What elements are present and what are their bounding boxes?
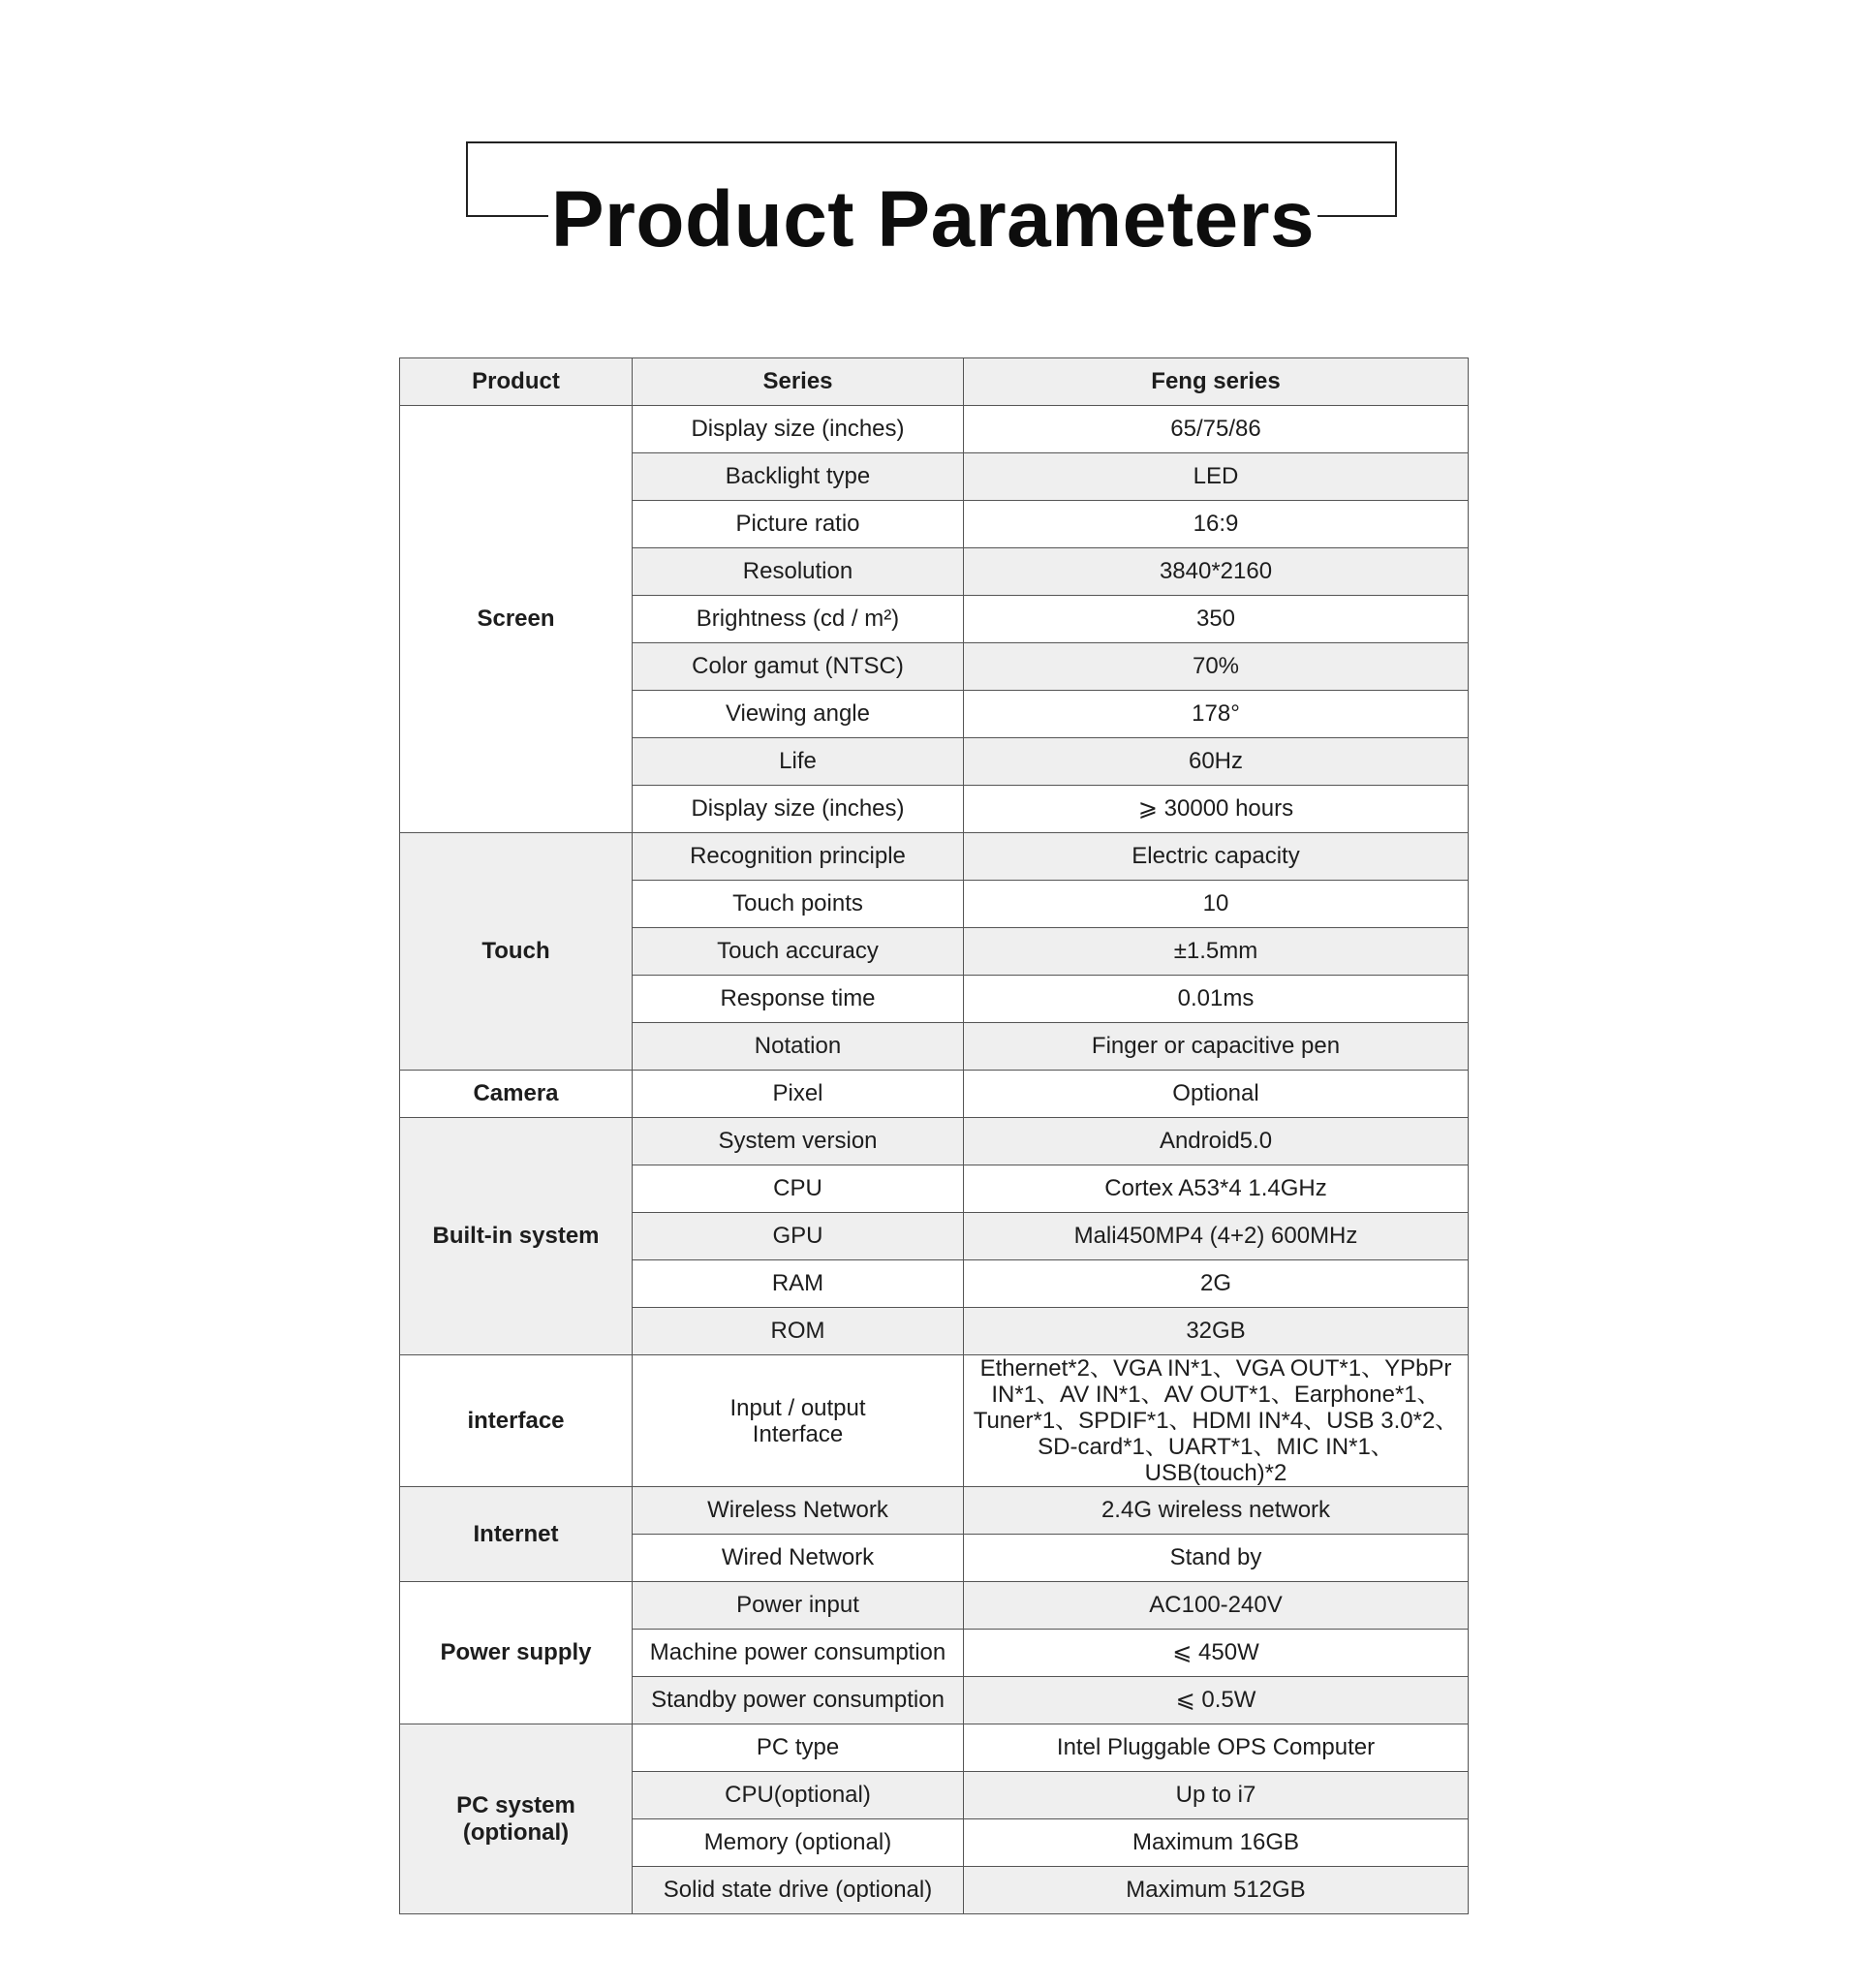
group-label: Screen — [400, 406, 633, 833]
group-label: Touch — [400, 833, 633, 1071]
param-value: 16:9 — [964, 501, 1469, 548]
param-name: GPU — [633, 1213, 964, 1260]
table-row — [400, 833, 1469, 881]
param-value: ⩽ 0.5W — [964, 1677, 1469, 1724]
title-frame-right-line — [1318, 215, 1397, 217]
group-label: Power supply — [400, 1582, 633, 1724]
param-value: 70% — [964, 643, 1469, 691]
group-label: Internet — [400, 1487, 633, 1582]
param-name: RAM — [633, 1260, 964, 1308]
param-value: Intel Pluggable OPS Computer — [964, 1724, 1469, 1772]
table-row — [400, 1071, 1469, 1118]
param-name: Brightness (cd / m²) — [633, 596, 964, 643]
param-value: ⩾ 30000 hours — [964, 786, 1469, 833]
param-value: ±1.5mm — [964, 928, 1469, 976]
param-name: Viewing angle — [633, 691, 964, 738]
param-name: Recognition principle — [633, 833, 964, 881]
table-row — [400, 1487, 1469, 1535]
param-value: Cortex A53*4 1.4GHz — [964, 1165, 1469, 1213]
page-title: Product Parameters — [550, 175, 1316, 264]
group-label: interface — [400, 1355, 633, 1487]
parameters-table — [399, 357, 1469, 1914]
param-name: Wired Network — [633, 1535, 964, 1582]
title-frame-left-line — [466, 215, 548, 217]
param-value: 10 — [964, 881, 1469, 928]
param-name: CPU — [633, 1165, 964, 1213]
param-name: PC type — [633, 1724, 964, 1772]
param-value: Maximum 16GB — [964, 1819, 1469, 1867]
param-value: Android5.0 — [964, 1118, 1469, 1165]
table-row — [400, 406, 1469, 453]
param-value: AC100-240V — [964, 1582, 1469, 1630]
param-name: CPU(optional) — [633, 1772, 964, 1819]
param-value: 32GB — [964, 1308, 1469, 1355]
header-feng-series: Feng series — [964, 358, 1469, 406]
header-product: Product — [400, 358, 633, 406]
param-value: Stand by — [964, 1535, 1469, 1582]
param-name: Touch accuracy — [633, 928, 964, 976]
param-name: Input / output Interface — [633, 1355, 964, 1487]
param-name: Pixel — [633, 1071, 964, 1118]
param-value: 0.01ms — [964, 976, 1469, 1023]
table-body — [400, 406, 1469, 1914]
param-value: 2G — [964, 1260, 1469, 1308]
param-name: Solid state drive (optional) — [633, 1867, 964, 1914]
param-value: 60Hz — [964, 738, 1469, 786]
param-value: Optional — [964, 1071, 1469, 1118]
param-name: ROM — [633, 1308, 964, 1355]
param-value: Electric capacity — [964, 833, 1469, 881]
param-value: Mali450MP4 (4+2) 600MHz — [964, 1213, 1469, 1260]
table-row — [400, 1724, 1469, 1772]
group-label: Camera — [400, 1071, 633, 1118]
param-value: Finger or capacitive pen — [964, 1023, 1469, 1071]
param-value: 65/75/86 — [964, 406, 1469, 453]
param-name: Wireless Network — [633, 1487, 964, 1535]
param-value: 350 — [964, 596, 1469, 643]
group-label: PC system (optional) — [400, 1724, 633, 1914]
param-name: Display size (inches) — [633, 786, 964, 833]
param-name: Picture ratio — [633, 501, 964, 548]
param-name: Backlight type — [633, 453, 964, 501]
table-row — [400, 1582, 1469, 1630]
table-header-row — [400, 358, 1469, 406]
param-name: Notation — [633, 1023, 964, 1071]
param-name: Memory (optional) — [633, 1819, 964, 1867]
param-value: Up to i7 — [964, 1772, 1469, 1819]
group-label: Built-in system — [400, 1118, 633, 1355]
param-name: Life — [633, 738, 964, 786]
param-name: Machine power consumption — [633, 1630, 964, 1677]
param-name: Power input — [633, 1582, 964, 1630]
table-row — [400, 1355, 1469, 1487]
header-series: Series — [633, 358, 964, 406]
param-value: ⩽ 450W — [964, 1630, 1469, 1677]
table-row — [400, 1118, 1469, 1165]
param-value: 3840*2160 — [964, 548, 1469, 596]
param-name: Color gamut (NTSC) — [633, 643, 964, 691]
param-value: 178° — [964, 691, 1469, 738]
param-value: LED — [964, 453, 1469, 501]
param-name: System version — [633, 1118, 964, 1165]
param-name: Resolution — [633, 548, 964, 596]
param-value: 2.4G wireless network — [964, 1487, 1469, 1535]
param-name: Standby power consumption — [633, 1677, 964, 1724]
param-name: Display size (inches) — [633, 406, 964, 453]
param-value: Ethernet*2、VGA IN*1、VGA OUT*1、YPbPr IN*1、AV IN*1、AV OUT*1、Earphone*1、Tuner*1、SPDIF*1、HDMI IN*4、USB 3.0*2、SD-card*1、UART*1、MIC IN*1、USB(touch)*2 — [964, 1355, 1469, 1487]
param-name: Touch points — [633, 881, 964, 928]
param-name: Response time — [633, 976, 964, 1023]
param-value: Maximum 512GB — [964, 1867, 1469, 1914]
